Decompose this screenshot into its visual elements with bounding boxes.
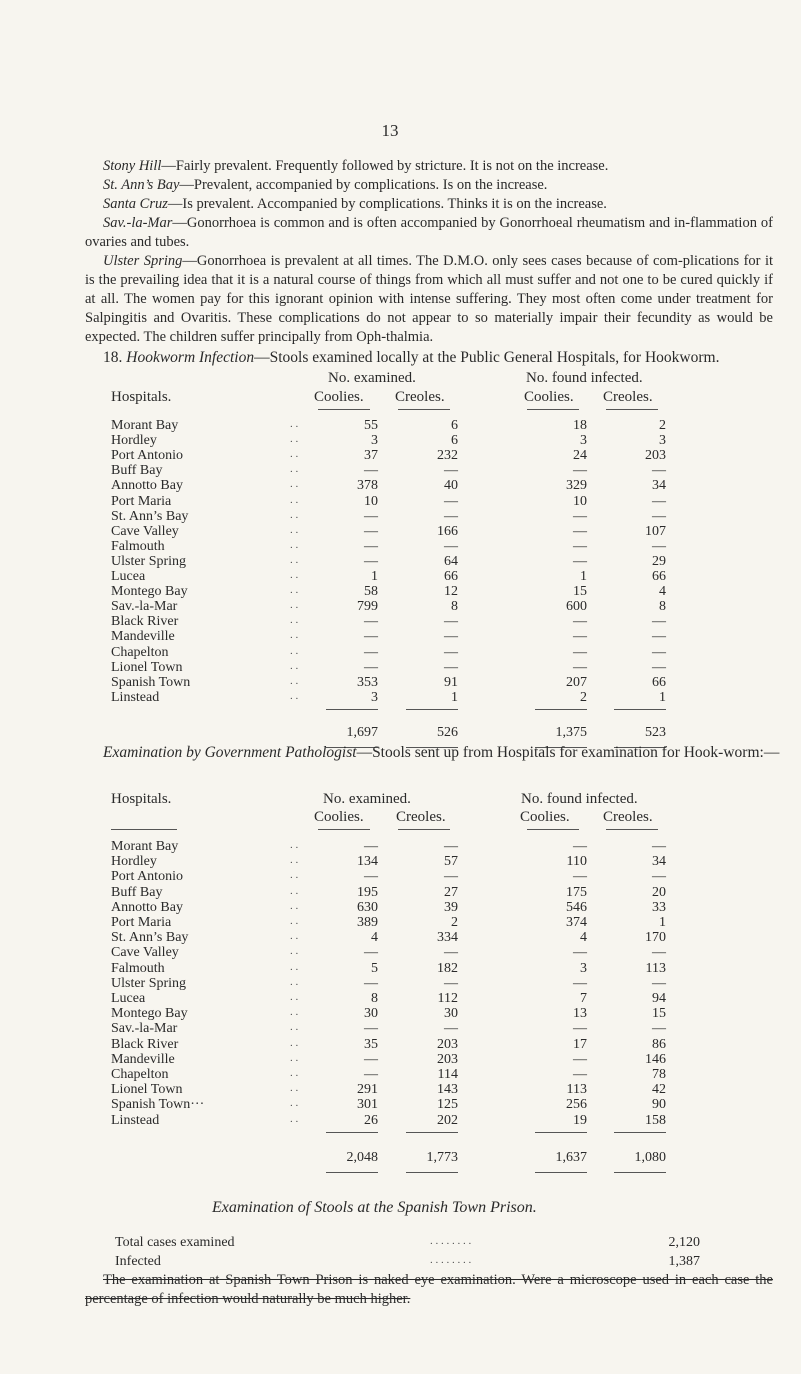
t2-cell: 202 [437,1112,458,1128]
t2-cell: — [652,839,666,854]
t2-cell: 90 [652,1097,666,1113]
prison-infected-row: Infected . . . . . . . . 1,387 [115,1254,700,1269]
t1-total: 523 [645,724,666,740]
t2-hospital-name: Port Maria [111,915,172,930]
t1-cell: 329 [566,478,587,494]
intro-sav-la-mar: Sav.-la-Mar—Gonorrhoea is common and is often accompanied by Gonorrhoeal rheumatism and in-flammation of ovaries and tubes. [85,215,773,250]
t1-cell: — [364,523,378,539]
t1-hospital-name: St. Ann’s Bay [111,508,189,524]
t2-hospital-name: Linstead [111,1112,160,1128]
t1-cell: — [444,508,458,524]
t2-cell: 546 [566,899,587,915]
t1-cell: — [364,463,378,479]
t2-hospital-name: Mandeville [111,1051,175,1067]
t1-cell: — [444,659,458,675]
t1-cell: 203 [645,448,666,464]
t2-cell: — [364,945,378,961]
t2-hospital-name: Falmouth [111,960,165,976]
t2-cell: 389 [357,915,378,930]
t1-cell: 1 [580,569,587,584]
t2-leader-dots: . . [290,1021,299,1034]
t2-cell: 203 [437,1051,458,1067]
t2-cell: — [573,1067,587,1082]
t1-leader-dots: . . [290,463,299,476]
t2-hospital-name: Hordley [111,854,157,870]
t2-total: 1,773 [426,1149,458,1165]
t1-cell: 29 [652,553,666,569]
t2-hospital-name: Chapelton [111,1067,169,1082]
t2-header-inf-creoles: Creoles. [603,809,653,825]
t1-header-creoles: Creoles. [395,389,445,405]
t2-row [0,1113,801,1131]
t2-total: 1,080 [634,1149,666,1165]
t2-cell: 630 [357,899,378,915]
t1-hospital-name: Port Antonio [111,448,183,464]
t2-cell: 33 [652,899,666,915]
intro-st-anns-bay: St. Ann’s Bay—Prevalent, accompanied by complications. Is on the increase. [103,177,548,193]
t1-header-hospitals: Hospitals. [111,389,172,405]
t2-leader-dots: . . [290,884,299,897]
t1-row [0,690,801,708]
t1-cell: — [444,629,458,645]
t1-cell: — [573,523,587,539]
t2-cell: 291 [357,1082,378,1098]
t1-cell: — [444,538,458,554]
t2-cell: 30 [364,1006,378,1022]
t2-leader-dots: . . [290,960,299,973]
t2-cell: 57 [444,854,458,870]
t2-hospital-name: St. Ann’s Bay [111,930,189,946]
t2-leader-dots: . . [290,945,299,958]
t1-leader-dots: . . [290,689,299,702]
t2-cell: 125 [437,1097,458,1113]
t1-cell: 66 [444,569,458,584]
t2-leader-dots: . . [290,975,299,988]
t2-cell: 15 [652,1006,666,1022]
t2-cell: 110 [566,854,587,870]
t1-leader-dots: . . [290,584,299,597]
t2-hospital-name: Morant Bay [111,839,179,854]
t1-hospital-name: Chapelton [111,644,169,660]
t2-cell: 39 [444,899,458,915]
t1-hospital-name: Port Maria [111,493,172,509]
t2-header-hospitals: Hospitals. [111,791,172,807]
t1-cell: — [364,614,378,630]
t2-leader-dots: . . [290,899,299,912]
t2-cell: 182 [437,960,458,976]
t2-cell: — [444,1021,458,1037]
t2-cell: 113 [566,1082,587,1098]
t1-cell: 353 [357,674,378,690]
t1-cell: — [652,644,666,660]
t1-hospital-name: Lucea [111,569,146,584]
t1-cell: — [364,629,378,645]
t2-cell: 175 [566,884,587,900]
t1-hospital-name: Ulster Spring [111,553,187,569]
t2-header-creoles: Creoles. [396,809,446,825]
intro-santa-cruz: Santa Cruz—Is prevalent. Accompanied by complications. Thinks it is on the increase. [103,196,607,212]
prison-title: Examination of Stools at the Spanish Town Prison. [212,1199,537,1216]
t1-cell: — [573,538,587,554]
t2-cell: 27 [444,884,458,900]
t2-cell: 94 [652,991,666,1006]
t2-leader-dots: . . [290,1112,299,1125]
t1-cell: 18 [573,418,587,433]
t2-hospital-name: Spanish Town··· [111,1097,205,1113]
t2-cell: — [652,869,666,885]
t2-cell: — [652,945,666,961]
t1-cell: — [444,463,458,479]
t1-cell: — [652,614,666,630]
t1-cell: — [573,463,587,479]
t2-hospital-name: Montego Bay [111,1006,188,1022]
t1-leader-dots: . . [290,614,299,627]
t2-header-coolies: Coolies. [314,809,364,825]
t1-hospital-name: Mandeville [111,629,175,645]
t2-cell: 195 [357,884,378,900]
t1-cell: — [364,508,378,524]
t1-cell: 40 [444,478,458,494]
t2-leader-dots: . . [290,869,299,882]
t2-leader-dots: . . [290,991,299,1003]
t1-leader-dots: . . [290,553,299,566]
t1-cell: — [652,463,666,479]
t1-leader-dots: . . [290,433,299,446]
t2-cell: — [364,869,378,885]
t2-hospital-name: Cave Valley [111,945,179,961]
intro-ulster-spring: Ulster Spring—Gonorrhoea is prevalent at all times. The D.M.O. only sees cases because of com-plications for it is the prevailing idea that it is a natural course of things from which all must suffer and not one to be cured quickly if at all. The women pay for this ignorant opinion with intense suffering. They most often come under treatment for Salpingitis and Ovaritis. These complications do not appear to so materially impair their fecundity as would be expected. The children suffer principally from Oph-thalmia. [85,253,774,345]
t1-cell: — [573,629,587,645]
t2-cell: — [364,1051,378,1067]
t1-cell: 6 [451,418,458,433]
t1-cell: — [364,644,378,660]
t1-cell: 64 [444,553,458,569]
t2-cell: 86 [652,1036,666,1052]
t1-cell: — [364,659,378,675]
t2-hospital-name: Annotto Bay [111,899,183,915]
t1-cell: 58 [364,584,378,600]
t2-cell: — [364,1067,378,1082]
t2-cell: — [444,975,458,991]
t1-leader-dots: . . [290,629,299,642]
t2-cell: — [573,1051,587,1067]
t1-leader-dots: . . [290,538,299,551]
t1-cell: 2 [659,418,666,433]
t1-header-coolies: Coolies. [314,389,364,405]
t1-cell: 37 [364,448,378,464]
t2-hospital-name: Lucea [111,991,146,1006]
t2-hospital-name: Lionel Town [111,1082,183,1098]
t1-cell: 66 [652,569,666,584]
t2-hospital-name: Sav.-la-Mar [111,1021,178,1037]
t2-cell: 2 [451,915,458,930]
t1-cell: 3 [659,433,666,449]
t1-cell: 3 [371,433,378,449]
intro-stony-hill: Stony Hill—Fairly prevalent. Frequently followed by stricture. It is not on the increase. [103,158,609,174]
t2-cell: 1 [659,915,666,930]
t1-leader-dots: . . [290,659,299,672]
t1-hospital-name: Cave Valley [111,523,179,539]
t2-cell: — [573,975,587,991]
t2-cell: 13 [573,1006,587,1022]
t1-hospital-name: Buff Bay [111,463,163,479]
t1-cell: 232 [437,448,458,464]
t1-hospital-name: Spanish Town [111,674,191,690]
t1-leader-dots: . . [290,599,299,612]
t1-cell: — [364,553,378,569]
t2-leader-dots: . . [290,854,299,867]
t1-leader-dots: . . [290,493,299,506]
t1-cell: 3 [371,689,378,705]
t2-cell: 170 [645,930,666,946]
t1-hospital-name: Annotto Bay [111,478,183,494]
t1-leader-dots: . . [290,448,299,461]
t1-header-inf-creoles: Creoles. [603,389,653,405]
t1-totals-row [0,725,801,743]
t2-cell: 158 [645,1112,666,1128]
t1-hospital-name: Hordley [111,433,157,449]
t2-total: 1,637 [555,1149,587,1165]
t2-hospital-name: Black River [111,1036,179,1052]
t2-cell: 20 [652,884,666,900]
t1-cell: 24 [573,448,587,464]
t1-leader-dots: . . [290,508,299,521]
t1-cell: 12 [444,584,458,600]
t2-cell: 3 [580,960,587,976]
t2-cell: 301 [357,1097,378,1113]
t1-hospital-name: Falmouth [111,538,165,554]
t1-header-examined: No. examined. [328,370,416,386]
t2-header-inf-coolies: Coolies. [520,809,570,825]
t2-cell: 334 [437,930,458,946]
t1-hospital-name: Montego Bay [111,584,188,600]
t1-cell: 8 [659,599,666,615]
t1-cell: 6 [451,433,458,449]
t2-cell: — [364,975,378,991]
t2-cell: — [573,839,587,854]
t1-cell: 378 [357,478,378,494]
t1-cell: — [444,493,458,509]
t2-cell: 134 [357,854,378,870]
t1-hospital-name: Black River [111,614,179,630]
t2-hospital-name: Port Antonio [111,869,183,885]
t1-cell: 4 [659,584,666,600]
t1-cell: — [444,644,458,660]
t1-cell: 55 [364,418,378,433]
t2-cell: 5 [371,960,378,976]
t2-leader-dots: . . [290,1082,299,1095]
t2-totals-row [0,1150,801,1168]
t2-leader-dots: . . [290,930,299,943]
t1-cell: 10 [364,493,378,509]
t1-leader-dots: . . [290,418,299,430]
pathologist-heading: Examination by Government Pathologist—Stools sent up from Hospitals for examination for Hook-worm:— [103,744,780,761]
t2-cell: — [573,1021,587,1037]
t2-cell: 42 [652,1082,666,1098]
t1-leader-dots: . . [290,569,299,581]
t2-header-infected: No. found infected. [521,791,638,807]
t1-hospital-name: Lionel Town [111,659,183,675]
t2-hospital-name: Buff Bay [111,884,163,900]
t2-leader-dots: . . [290,1036,299,1049]
t1-cell: — [652,538,666,554]
t2-cell: 256 [566,1097,587,1113]
t1-leader-dots: . . [290,674,299,687]
t2-cell: 7 [580,991,587,1006]
t1-cell: 91 [444,674,458,690]
t1-header-inf-coolies: Coolies. [524,389,574,405]
t1-cell: 799 [357,599,378,615]
t2-leader-dots: . . [290,839,299,851]
t1-cell: 207 [566,674,587,690]
t1-leader-dots: . . [290,523,299,536]
t2-cell: — [573,869,587,885]
t2-cell: 26 [364,1112,378,1128]
t2-cell: 34 [652,854,666,870]
t1-leader-dots: . . [290,644,299,657]
t1-total: 1,697 [346,724,378,740]
t1-cell: 1 [451,689,458,705]
t1-cell: — [652,508,666,524]
t2-leader-dots: . . [290,1051,299,1064]
t1-cell: 1 [371,569,378,584]
t1-cell: — [573,553,587,569]
t2-leader-dots: . . [290,1006,299,1019]
t2-cell: 113 [645,960,666,976]
t2-cell: — [444,839,458,854]
t1-total: 526 [437,724,458,740]
t2-cell: — [444,945,458,961]
t2-cell: 4 [371,930,378,946]
t2-cell: 35 [364,1036,378,1052]
t1-hospital-name: Morant Bay [111,418,179,433]
t2-total: 2,048 [346,1149,378,1165]
t2-cell: — [364,839,378,854]
t2-cell: — [364,1021,378,1037]
t2-cell: 78 [652,1067,666,1082]
t1-cell: — [652,493,666,509]
prison-total-row: Total cases examined . . . . . . . . 2,120 [115,1235,700,1250]
t1-cell: 3 [580,433,587,449]
t1-cell: 15 [573,584,587,600]
t1-cell: — [573,644,587,660]
t2-leader-dots: . . [290,915,299,927]
t2-leader-dots: . . [290,1067,299,1079]
t1-header-infected: No. found infected. [526,370,643,386]
t2-hospital-name: Ulster Spring [111,975,187,991]
t2-cell: — [652,1021,666,1037]
t2-cell: 4 [580,930,587,946]
t2-cell: 146 [645,1051,666,1067]
prison-note: The examination at Spanish Town Prison is naked eye examination. Were a microscope used in each case the percentage of infection would naturally be much higher. [85,1272,773,1307]
t1-cell: 166 [437,523,458,539]
t1-cell: — [573,659,587,675]
t2-leader-dots: . . [290,1097,299,1110]
t1-total: 1,375 [555,724,587,740]
t1-cell: 66 [652,674,666,690]
t1-cell: 34 [652,478,666,494]
t2-cell: 374 [566,915,587,930]
t1-hospital-name: Linstead [111,689,160,705]
t2-header-examined: No. examined. [323,791,411,807]
page-number: 13 [381,121,399,140]
t1-cell: 8 [451,599,458,615]
t1-cell: 1 [659,689,666,705]
t2-cell: 203 [437,1036,458,1052]
t2-cell: 112 [437,991,458,1006]
t2-cell: — [652,975,666,991]
t1-cell: — [364,538,378,554]
t1-cell: — [573,614,587,630]
t1-cell: 600 [566,599,587,615]
t1-cell: — [652,659,666,675]
t2-cell: 17 [573,1036,587,1052]
t2-cell: 114 [437,1067,458,1082]
t2-cell: 30 [444,1006,458,1022]
t2-cell: — [444,869,458,885]
t1-cell: 10 [573,493,587,509]
t1-cell: — [444,614,458,630]
section-18-heading: 18. Hookworm Infection—Stools examined locally at the Public General Hospitals, for Hookworm. [103,349,720,366]
t1-leader-dots: . . [290,478,299,491]
t2-cell: 143 [437,1082,458,1098]
t2-cell: 8 [371,991,378,1006]
t2-cell: 19 [573,1112,587,1128]
t2-cell: — [573,945,587,961]
t1-cell: 107 [645,523,666,539]
t1-hospital-name: Sav.-la-Mar [111,599,178,615]
t1-cell: — [573,508,587,524]
t1-cell: 2 [580,689,587,705]
t1-cell: — [652,629,666,645]
